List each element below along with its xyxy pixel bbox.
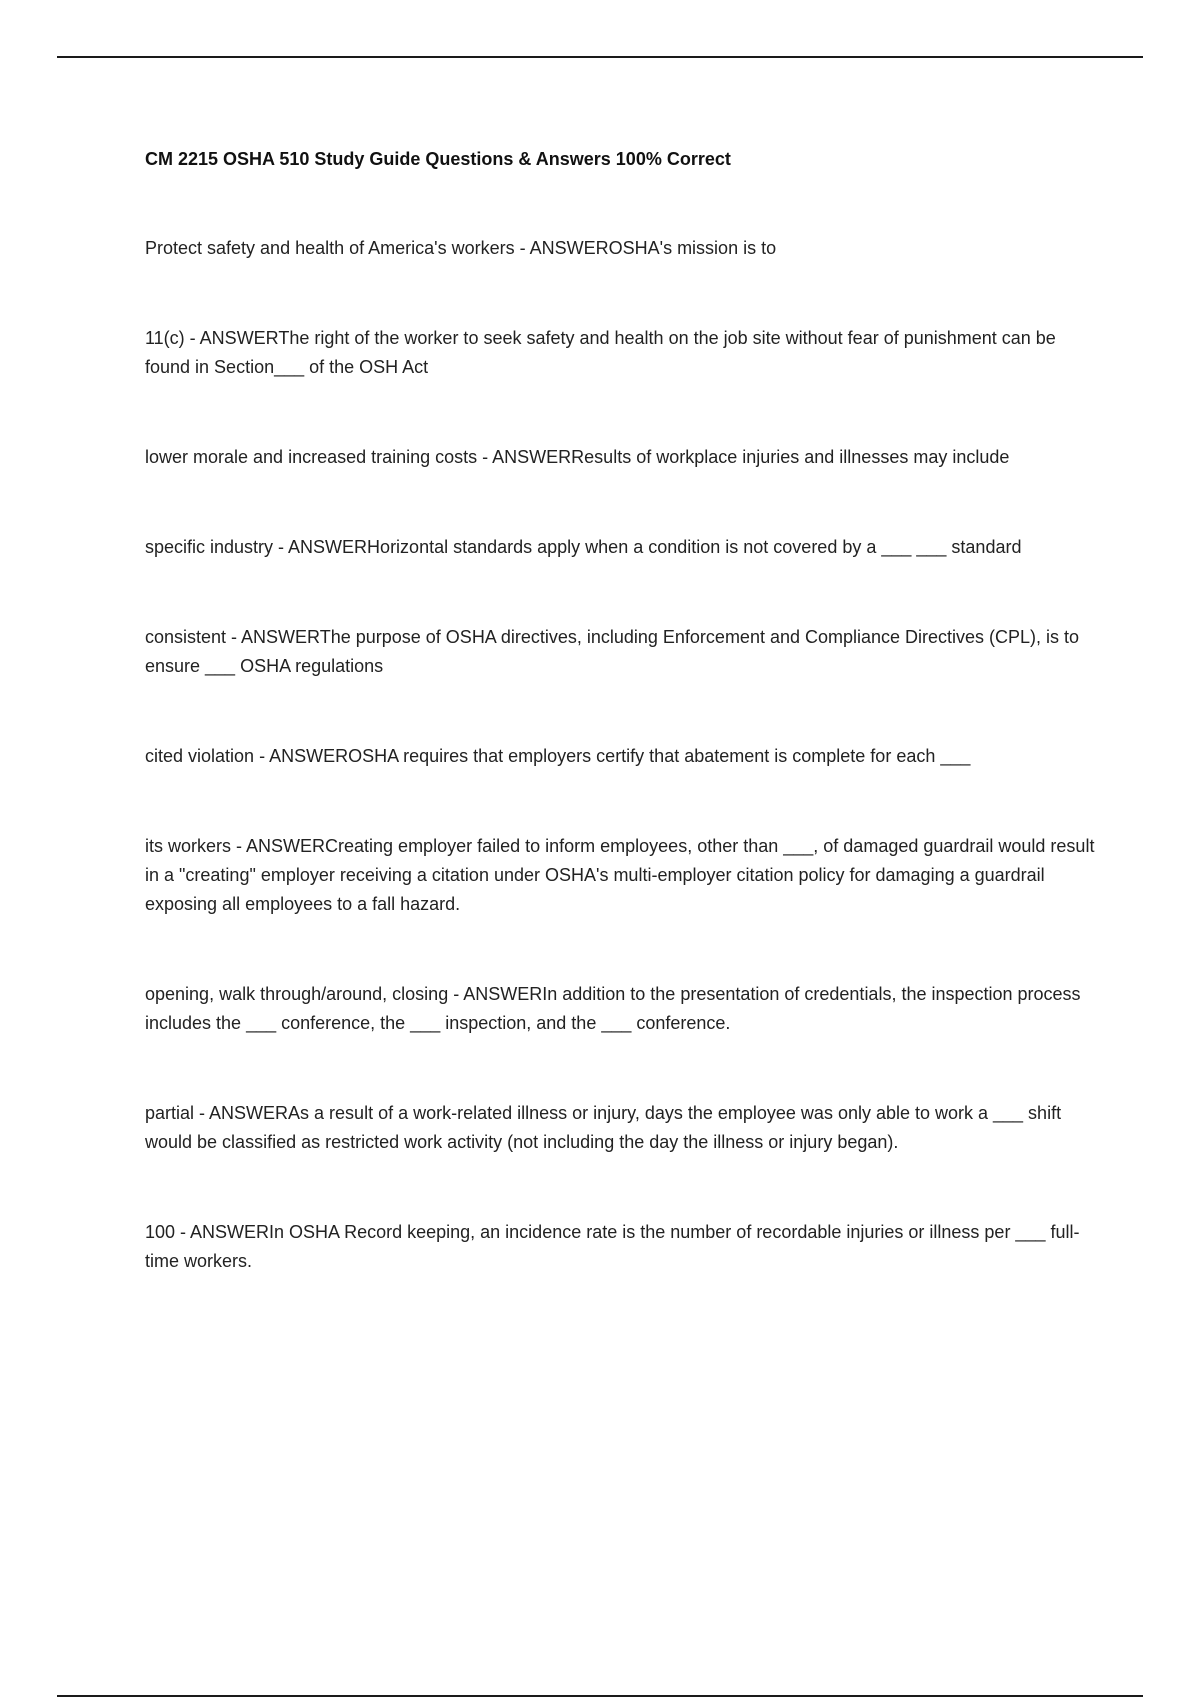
page-bottom-rule [57,1695,1143,1697]
qa-item: its workers - ANSWERCreating employer failed to inform employees, other than ___, of damaged guardrail would result in a "creating" employer receiving a citation under OSHA's multi-employer citation policy for damaging a guardrail exposing all employees to a fall hazard. [145,836,1095,914]
qa-item: specific industry - ANSWERHorizontal standards apply when a condition is not covered by a ___ ___ standard [145,537,1022,557]
qa-item: cited violation - ANSWEROSHA requires that employers certify that abatement is complete for each ___ [145,746,971,766]
qa-item: consistent - ANSWERThe purpose of OSHA directives, including Enforcement and Compliance Directives (CPL), is to ensure ___ OSHA regulations [145,627,1080,676]
qa-item: Protect safety and health of America's workers - ANSWEROSHA's mission is to [145,238,777,258]
page-top-rule [57,56,1143,58]
qa-item: 100 - ANSWERIn OSHA Record keeping, an incidence rate is the number of recordable injuries or illness per ___ full-time workers. [145,1222,1080,1271]
qa-item: lower morale and increased training costs - ANSWERResults of workplace injuries and illnesses may include [145,447,1010,467]
document-body [145,145,1095,1337]
qa-item: partial - ANSWERAs a result of a work-related illness or injury, days the employee was only able to work a ___ shift would be classified as restricted work activity (not including the day the illness or injury began). [145,1103,1062,1152]
qa-item: opening, walk through/around, closing - ANSWERIn addition to the presentation of credentials, the inspection process includes the ___ conference, the ___ inspection, and the ___ conference. [145,984,1081,1033]
document-title: CM 2215 OSHA 510 Study Guide Questions & Answers 100% Correct [145,149,731,169]
qa-item: 11(c) - ANSWERThe right of the worker to seek safety and health on the job site without fear of punishment can be found in Section___ of the OSH Act [145,328,1056,377]
